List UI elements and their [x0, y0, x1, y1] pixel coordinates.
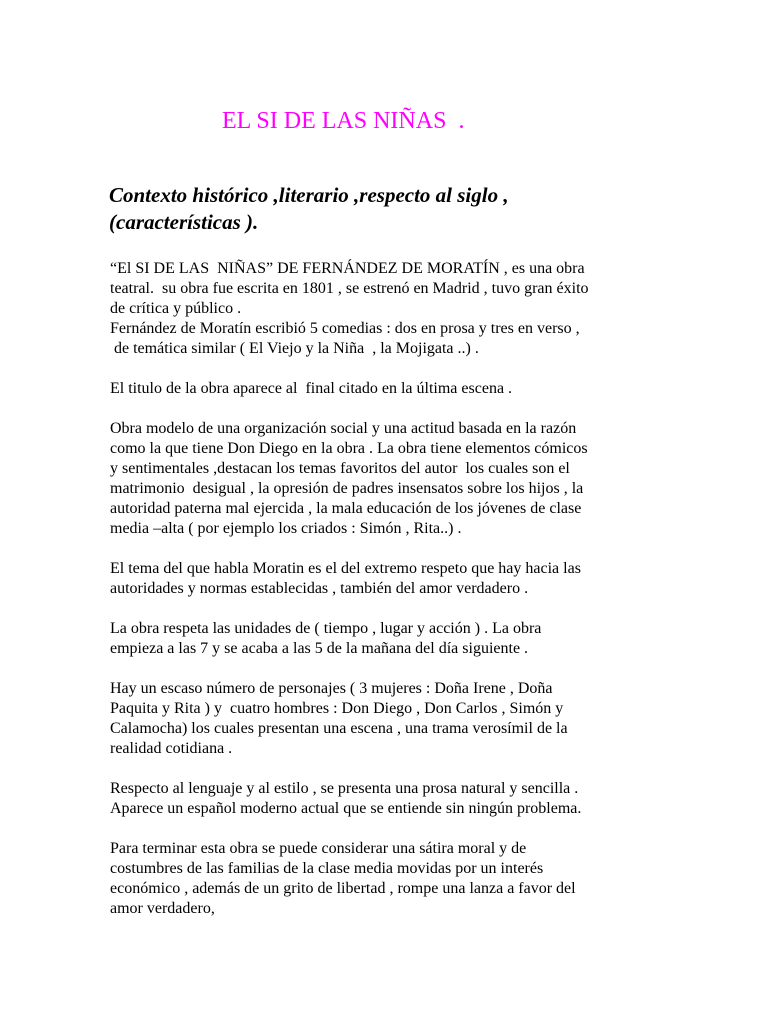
text-line: autoridad paterna mal ejercida , la mala educación de los jóvenes de clase: [110, 500, 582, 517]
text-line: realidad cotidiana .: [110, 740, 233, 757]
text-line: amor verdadero,: [110, 900, 215, 917]
text-line: Aparece un español moderno actual que se entiende sin ningún problema.: [110, 800, 582, 817]
paragraph-tema: [110, 559, 670, 599]
text-line: empieza a las 7 y se acaba a las 5 de la mañana del día siguiente .: [110, 640, 529, 657]
text-line: Paquita y Rita ) y cuatro hombres : Don Diego , Don Carlos , Simón y: [110, 700, 564, 717]
text-line: “El SI DE LAS NIÑAS” DE FERNÁNDEZ DE MORATÍN , es una obra: [110, 260, 585, 277]
text-line: Fernández de Moratín escribió 5 comedias : dos en prosa y tres en verso ,: [110, 320, 580, 337]
text-line: Respecto al lenguaje y al estilo , se presenta una prosa natural y sencilla .: [110, 780, 579, 797]
text-line: La obra respeta las unidades de ( tiempo , lugar y acción ) . La obra: [110, 620, 542, 637]
text-line: El titulo de la obra aparece al final citado en la última escena .: [110, 380, 513, 397]
paragraph-lenguaje: [110, 779, 670, 819]
paragraph-unidades: [110, 619, 670, 659]
text-line: matrimonio desigual , la opresión de padres insensatos sobre los hijos , la: [110, 480, 584, 497]
text-line: El tema del que habla Moratin es el del extremo respeto que hay hacia las: [110, 560, 581, 577]
text-line: media –alta ( por ejemplo los criados : Simón , Rita..) .: [110, 520, 462, 537]
text-line: teatral. su obra fue escrita en 1801 , se estrenó en Madrid , tuvo gran éxito: [110, 280, 589, 297]
text-line: autoridades y normas establecidas , también del amor verdadero .: [110, 580, 529, 597]
text-line: de temática similar ( El Viejo y la Niña , la Mojigata ..) .: [110, 340, 479, 357]
paragraph-comedias: [110, 319, 670, 359]
text-line: Obra modelo de una organización social y una actitud basada en la razón: [110, 420, 577, 437]
document-body: [110, 259, 670, 919]
paragraph-titulo: [110, 379, 670, 399]
text-line: económico , además de un grito de libertad , rompe una lanza a favor del: [110, 880, 576, 897]
text-line: de crítica y público .: [110, 300, 242, 317]
document-title: EL SI DE LAS NIÑAS .: [222, 108, 465, 134]
text-line: y sentimentales ,destacan los temas favoritos del autor los cuales son el: [110, 460, 570, 477]
paragraph-personajes: [110, 679, 670, 759]
text-line: Hay un escaso número de personajes ( 3 mujeres : Doña Irene , Doña: [110, 680, 553, 697]
text-line: Calamocha) los cuales presentan una escena , una trama verosímil de la: [110, 720, 568, 737]
document-subtitle: Contexto histórico ,literario ,respecto al siglo , (características ).: [109, 183, 509, 234]
paragraph-conclusion: [110, 839, 670, 919]
paragraph-modelo: [110, 419, 670, 539]
text-line: costumbres de las familias de la clase media movidas por un interés: [110, 860, 544, 877]
paragraph-intro: [110, 259, 670, 319]
text-line: Para terminar esta obra se puede considerar una sátira moral y de: [110, 840, 527, 857]
text-line: como la que tiene Don Diego en la obra . La obra tiene elementos cómicos: [110, 440, 588, 457]
